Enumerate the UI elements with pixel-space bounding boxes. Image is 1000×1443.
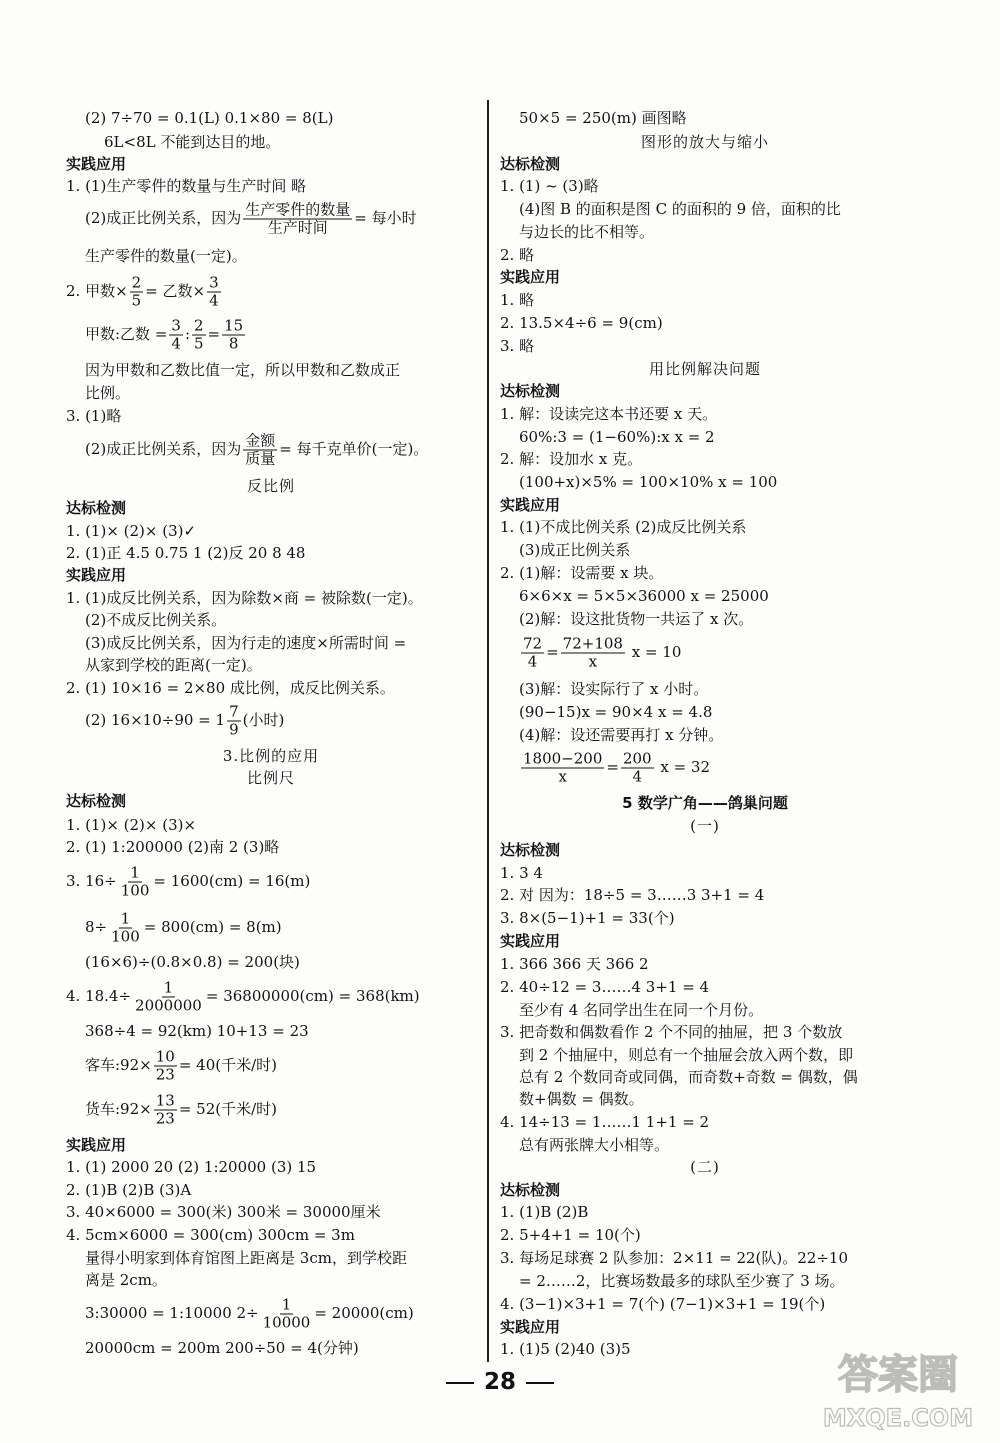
- answer-text: (2)解：设这批货物一共运了 x 次。: [519, 610, 754, 628]
- answer-line: [85, 1339, 359, 1357]
- fraction: [621, 751, 654, 786]
- answer-line: [66, 1226, 355, 1244]
- answer-line: [500, 978, 709, 996]
- watermark-logo: [808, 1340, 988, 1435]
- fraction-numerator: 生产零件的数量: [245, 200, 351, 219]
- answer-line: [500, 291, 534, 309]
- answer-text: 1. (1)× (2)× (3)×: [66, 816, 197, 834]
- answer-line: [519, 1001, 763, 1019]
- equation-operator: =: [546, 643, 559, 661]
- fraction-denominator: x: [558, 767, 567, 786]
- fraction-denominator: 质量: [245, 449, 276, 468]
- answer-line: [519, 1090, 644, 1108]
- section-heading-text: 实践应用: [500, 1318, 561, 1336]
- equation-text: (2)成正比例关系，因为: [85, 209, 242, 227]
- section-heading: [500, 1318, 560, 1336]
- answer-text: 3. 每场足球赛 2 队参加：2×11 = 22(队)。22÷10: [500, 1249, 848, 1267]
- answer-text: 3. 8×(5−1)+1 = 33(个): [500, 909, 675, 927]
- section-heading: [66, 155, 126, 173]
- equation-text: 2. 甲数×: [66, 282, 128, 300]
- subsection-title-text: 图形的放大与缩小: [640, 133, 769, 151]
- equation-line: [66, 275, 223, 310]
- answer-text: (3)成反比例关系，因为行走的速度×所需时间 =: [85, 634, 407, 652]
- answer-text: (90−15)x = 90×4 x = 4.8: [519, 703, 713, 721]
- section-heading-text: 实践应用: [66, 566, 127, 584]
- answer-line: [500, 337, 534, 355]
- answer-line: [66, 589, 423, 607]
- answer-text: 4. 5cm×6000 = 300(cm) 300cm = 3m: [66, 1226, 355, 1244]
- answer-text: = 2……2，比赛场数最多的球队至少赛了 3 场。: [519, 1272, 845, 1290]
- watermark-text: 答案圈: [838, 1352, 958, 1398]
- section-heading: [500, 1181, 560, 1199]
- answer-text: 1. (1)不成比例关系 (2)成反比例关系: [500, 518, 747, 536]
- answer-text: 1. (1)B (2)B: [500, 1203, 589, 1221]
- equation-line: [85, 1049, 277, 1084]
- section-heading-text: 达标检测: [500, 841, 561, 859]
- section-heading: [500, 155, 560, 173]
- answer-text: 368÷4 = 92(km) 10+13 = 23: [85, 1022, 309, 1040]
- answer-line: [500, 246, 534, 264]
- fraction: [243, 202, 352, 237]
- fraction: [119, 865, 152, 900]
- answer-line: [500, 886, 764, 904]
- fraction-numerator: 72: [523, 634, 543, 653]
- fraction: [227, 704, 241, 739]
- fraction: [521, 636, 544, 671]
- fraction-denominator: x: [588, 652, 598, 671]
- section-heading-text: 实践应用: [66, 155, 127, 173]
- fraction: [154, 1049, 177, 1084]
- fraction-numerator: 13: [155, 1091, 175, 1110]
- answer-text: 生产零件的数量(一定)。: [85, 247, 247, 265]
- answer-text: 2. 40÷12 = 3……4 3+1 = 4: [500, 978, 710, 996]
- subsection-title-text: 3.比例的应用: [222, 747, 320, 765]
- section-heading-text: 实践应用: [500, 932, 561, 950]
- answer-line: [519, 473, 777, 491]
- answer-text: 2. 13.5×4÷6 = 9(cm): [500, 314, 663, 332]
- answer-line: [519, 680, 708, 698]
- answer-text: 1. (1) ~ (3)略: [500, 177, 599, 195]
- section-heading: [66, 566, 126, 584]
- fraction-numerator: 7: [229, 702, 239, 721]
- equation-text: = 20000(cm): [314, 1304, 414, 1322]
- page-number-dash-left: [446, 1382, 474, 1384]
- section-heading: [66, 499, 126, 517]
- fraction-denominator: 2000000: [135, 996, 202, 1015]
- answer-line: [85, 1249, 407, 1267]
- equation-line: [66, 865, 310, 900]
- fraction-numerator: 3: [171, 316, 181, 335]
- answer-line: [85, 953, 300, 971]
- answer-line: [500, 909, 675, 927]
- answer-line: [500, 450, 642, 468]
- fraction-numerator: 15: [224, 316, 244, 335]
- equation-operator: =: [606, 758, 619, 776]
- page-number-dash-right: [526, 1382, 554, 1384]
- answer-text: 数+偶数 = 偶数。: [519, 1090, 644, 1108]
- watermark-url: MXQE.COM: [822, 1404, 974, 1432]
- answer-text: 2. (1)正 4.5 0.75 1 (2)反 20 8 48: [66, 544, 306, 562]
- column-divider: [487, 100, 489, 1362]
- fraction-denominator: 10000: [262, 1313, 311, 1332]
- subsection-title: [66, 477, 476, 495]
- answer-line: [519, 726, 723, 744]
- fraction: [133, 980, 204, 1015]
- answer-text: 因为甲数和乙数比值一定，所以甲数和乙数成正: [85, 361, 401, 379]
- fraction-numerator: 3: [209, 273, 219, 292]
- equation-text: = 每小时: [354, 209, 417, 227]
- answer-text: 20000cm = 200m 200÷50 = 4(分钟): [85, 1339, 359, 1357]
- equation-text: (2) 16×10÷90 = 1: [85, 711, 226, 729]
- answer-line: [500, 1226, 641, 1244]
- fraction: [169, 318, 183, 353]
- answer-text: 从家到学校的距离(一定)。: [85, 656, 262, 674]
- answer-line: [500, 1295, 825, 1313]
- answer-text: 6×6×x = 5×5×36000 x = 25000: [519, 587, 769, 605]
- fraction-denominator: 4: [632, 767, 643, 786]
- answer-text: 2. 解：设加水 x 克。: [500, 450, 643, 468]
- fraction-numerator: 72+108: [562, 634, 623, 653]
- fraction-numerator: 2: [194, 316, 204, 335]
- answer-line: [66, 522, 196, 540]
- equation-text: 客车:92×: [85, 1056, 152, 1074]
- answer-text: 到 2 个抽屉中，则总有一个抽屉会放入两个数，即: [519, 1046, 854, 1064]
- equation-text: = 800(cm) = 8(m): [143, 918, 282, 936]
- answer-line: [519, 587, 769, 605]
- fraction: [261, 1297, 313, 1332]
- answer-line: [500, 1113, 709, 1131]
- answer-line: [500, 955, 649, 973]
- answer-line: [519, 428, 715, 446]
- answer-text: 2. (1)B (2)B (3)A: [66, 1181, 192, 1199]
- subsection-title-text: (一): [690, 817, 720, 835]
- answer-text: 3. 把奇数和偶数看作 2 个不同的抽屉，把 3 个数放: [500, 1023, 843, 1041]
- answer-line: [66, 177, 306, 195]
- answer-line: [66, 544, 305, 562]
- fraction-denominator: 100: [111, 927, 140, 946]
- section-heading-text: 达标检测: [66, 792, 127, 810]
- answer-text: 2. 略: [500, 246, 535, 264]
- fraction-numerator: 1: [163, 978, 174, 997]
- answer-line: [500, 518, 746, 536]
- answer-text: 1. (1)5 (2)40 (3)5: [500, 1340, 631, 1358]
- answer-line: [519, 610, 753, 628]
- equation-line: [85, 704, 284, 739]
- equation-line: [85, 318, 247, 353]
- answer-line: [85, 109, 333, 127]
- fraction-numerator: 1: [281, 1295, 292, 1314]
- equation-text: = 每千克单价(一定)。: [279, 440, 429, 458]
- fraction-denominator: 23: [155, 1109, 175, 1128]
- chapter-title: [500, 794, 910, 812]
- subsection-title: [500, 1158, 910, 1176]
- answer-line: [66, 407, 121, 425]
- answer-line: [500, 1023, 842, 1041]
- answer-line: [519, 1136, 669, 1154]
- answer-text: 与边长的比不相等。: [519, 223, 655, 241]
- answer-text: 2. 5+4+1 = 10(个): [500, 1226, 641, 1244]
- answer-text: 至少有 4 名同学出生在同一个月份。: [519, 1001, 764, 1019]
- answer-line: [85, 361, 400, 379]
- answer-text: 1. 略: [500, 291, 535, 309]
- equation-text: 8÷: [85, 918, 108, 936]
- answer-text: 2. (1) 10×16 = 2×80 成比例，成反比例关系。: [66, 679, 395, 697]
- answer-line: [66, 1181, 191, 1199]
- equation-text: x = 32: [655, 758, 711, 776]
- equation-text: = 1600(cm) = 16(m): [153, 872, 311, 890]
- subsection-title: [500, 360, 910, 378]
- section-heading-text: 实践应用: [500, 496, 561, 514]
- answer-text: 离是 2cm。: [85, 1271, 167, 1289]
- equation-line: [66, 980, 420, 1015]
- section-heading-text: 达标检测: [500, 382, 561, 400]
- answer-text: (2) 7÷70 = 0.1(L) 0.1×80 = 8(L): [85, 109, 334, 127]
- answer-line: [519, 109, 687, 127]
- answer-line: [85, 1022, 309, 1040]
- answer-line: [500, 864, 543, 882]
- subsection-title-text: (二): [690, 1158, 720, 1176]
- answer-text: 总有 2 个数同奇或同偶，而奇数+奇数 = 偶数，偶: [519, 1068, 858, 1086]
- answer-line: [85, 611, 226, 629]
- answer-line: [500, 1249, 848, 1267]
- fraction-denominator: 5: [194, 334, 204, 353]
- answer-line: [519, 1272, 845, 1290]
- equation-text: x = 10: [626, 643, 682, 661]
- section-heading-text: 达标检测: [500, 1181, 561, 1199]
- equation-text: = 52(千米/时): [178, 1100, 277, 1118]
- answer-text: (16×6)÷(0.8×0.8) = 200(块): [85, 953, 300, 971]
- section-heading: [500, 841, 560, 859]
- answer-text: 4. 14÷13 = 1……1 1+1 = 2: [500, 1113, 710, 1131]
- answer-line: [66, 1203, 381, 1221]
- answer-text: 2. (1) 1:200000 (2)南 2 (3)略: [66, 838, 280, 856]
- answer-line: [500, 1340, 631, 1358]
- subsection-title: [66, 769, 476, 787]
- equation-operator: =: [207, 325, 221, 343]
- equation-text: 3. 16÷: [66, 872, 117, 890]
- subsection-title-text: 反比例: [246, 477, 295, 495]
- fraction-denominator: 23: [155, 1065, 175, 1084]
- answer-text: 50×5 = 250(m) 画图略: [519, 109, 687, 127]
- answer-line: [500, 1203, 588, 1221]
- equation-line: [519, 636, 681, 671]
- answer-line: [104, 133, 280, 151]
- equation-text: 甲数:乙数 =: [85, 325, 168, 343]
- answer-line: [66, 816, 196, 834]
- equation-operator: :: [184, 325, 190, 343]
- answer-line: [85, 656, 262, 674]
- answer-text: 1. (1)成反比例关系，因为除数×商 = 被除数(一定)。: [66, 589, 423, 607]
- answer-text: (4)图 B 的面积是图 C 的面积的 9 倍，面积的比: [519, 200, 841, 218]
- subsection-title: [500, 817, 910, 835]
- section-heading: [500, 268, 560, 286]
- fraction: [521, 751, 604, 786]
- fraction-denominator: 9: [229, 720, 239, 739]
- equation-operator: = 乙数×: [145, 282, 206, 300]
- fraction-denominator: 生产时间: [267, 218, 328, 237]
- section-heading: [66, 1136, 126, 1154]
- fraction-numerator: 1800−200: [523, 749, 603, 768]
- answer-text: (3)解：设实际行了 x 小时。: [519, 680, 709, 698]
- fraction-numerator: 金额: [245, 431, 276, 450]
- answer-text: 1. 366 366 天 366 2: [500, 955, 649, 973]
- subsection-title-text: 比例尺: [246, 769, 295, 787]
- answer-text: 量得小明家到体育馆图上距离是 3cm，到学校距: [85, 1249, 407, 1267]
- fraction-denominator: 100: [120, 881, 150, 900]
- equation-line: [85, 1297, 414, 1332]
- answer-line: [519, 541, 630, 559]
- answer-line: [85, 634, 406, 652]
- equation-text: (2)成正比例关系，因为: [85, 440, 242, 458]
- answer-line: [500, 564, 663, 582]
- answer-text: 3. 略: [500, 337, 535, 355]
- equation-line: [519, 751, 710, 786]
- answer-text: (2)不成反比例关系。: [85, 611, 227, 629]
- fraction-numerator: 200: [622, 749, 652, 768]
- page-number-text: 28: [483, 1369, 516, 1395]
- equation-line: [85, 433, 428, 468]
- fraction-numerator: 2: [131, 273, 142, 292]
- answer-text: 1. (1)× (2)× (3)✓: [66, 522, 197, 540]
- section-heading-text: 达标检测: [500, 155, 561, 173]
- answer-line: [500, 177, 599, 195]
- section-heading-text: 实践应用: [500, 268, 561, 286]
- equation-text: 4. 18.4÷: [66, 987, 132, 1005]
- equation-text: 3:30000 = 1:10000 2÷: [85, 1304, 259, 1322]
- answer-line: [85, 384, 130, 402]
- section-heading: [66, 792, 126, 810]
- answer-line: [85, 247, 247, 265]
- fraction: [109, 911, 142, 946]
- answer-text: 比例。: [85, 384, 131, 402]
- answer-line: [519, 223, 654, 241]
- fraction: [222, 318, 245, 353]
- subsection-title: [500, 133, 910, 151]
- answer-text: (3)成正比例关系: [519, 541, 631, 559]
- fraction-denominator: 5: [131, 291, 142, 310]
- subsection-title-text: 用比例解决问题: [648, 360, 761, 378]
- answer-text: 2. (1)解：设需要 x 块。: [500, 564, 664, 582]
- answer-text: 3. (1)略: [66, 407, 122, 425]
- answer-text: 1. (1)生产零件的数量与生产时间 略: [66, 177, 307, 195]
- answer-line: [500, 314, 663, 332]
- subsection-title: [66, 747, 476, 765]
- fraction: [154, 1093, 177, 1128]
- answer-line: [66, 1158, 316, 1176]
- answer-line: [500, 405, 717, 423]
- fraction: [561, 636, 625, 671]
- fraction: [243, 433, 277, 468]
- answer-text: 总有两张牌大小相等。: [519, 1136, 670, 1154]
- answer-line: [66, 838, 279, 856]
- fraction-numerator: 1: [130, 863, 140, 882]
- answer-text: 1. (1) 2000 20 (2) 1:20000 (3) 15: [66, 1158, 317, 1176]
- fraction-denominator: 8: [228, 334, 239, 353]
- answer-text: 2. 对 因为：18÷5 = 3……3 3+1 = 4: [500, 886, 765, 904]
- section-heading: [500, 496, 560, 514]
- chapter-title-text: 5 数学广角——鸽巢问题: [622, 794, 788, 812]
- section-heading-text: 实践应用: [66, 1136, 127, 1154]
- answer-text: 60%:3 = (1−60%):x x = 2: [519, 428, 715, 446]
- equation-line: [85, 911, 282, 946]
- answer-line: [519, 200, 841, 218]
- fraction: [207, 275, 221, 310]
- answer-text: 3. 40×6000 = 300(米) 300米 = 30000厘米: [66, 1203, 381, 1221]
- answer-text: (100+x)×5% = 100×10% x = 100: [519, 473, 778, 491]
- answer-line: [519, 703, 712, 721]
- fraction: [130, 275, 144, 310]
- answer-text: 6L<8L 不能到达目的地。: [104, 133, 281, 151]
- fraction: [192, 318, 206, 353]
- equation-line: [85, 1093, 277, 1128]
- answer-line: [66, 679, 395, 697]
- section-heading: [500, 932, 560, 950]
- equation-text: (小时): [242, 711, 285, 729]
- section-heading-text: 达标检测: [66, 499, 127, 517]
- answer-text: (4)解：设还需要再打 x 分钟。: [519, 726, 724, 744]
- equation-line: [85, 202, 417, 237]
- answer-line: [85, 1271, 167, 1289]
- fraction-denominator: 4: [527, 652, 538, 671]
- equation-text: = 36800000(cm) = 368(km): [205, 987, 420, 1005]
- answer-text: 4. (3−1)×3+1 = 7(个) (7−1)×3+1 = 19(个): [500, 1295, 826, 1313]
- fraction-numerator: 10: [155, 1047, 175, 1066]
- section-heading: [500, 382, 560, 400]
- fraction-denominator: 4: [209, 291, 219, 310]
- equation-text: 货车:92×: [85, 1100, 152, 1118]
- answer-text: 1. 解：设读完这本书还要 x 天。: [500, 405, 718, 423]
- answer-line: [519, 1068, 858, 1086]
- answer-line: [519, 1046, 853, 1064]
- fraction-numerator: 1: [120, 909, 131, 928]
- answer-text: 1. 3 4: [500, 864, 543, 882]
- fraction-denominator: 4: [171, 334, 181, 353]
- equation-text: = 40(千米/时): [178, 1056, 277, 1074]
